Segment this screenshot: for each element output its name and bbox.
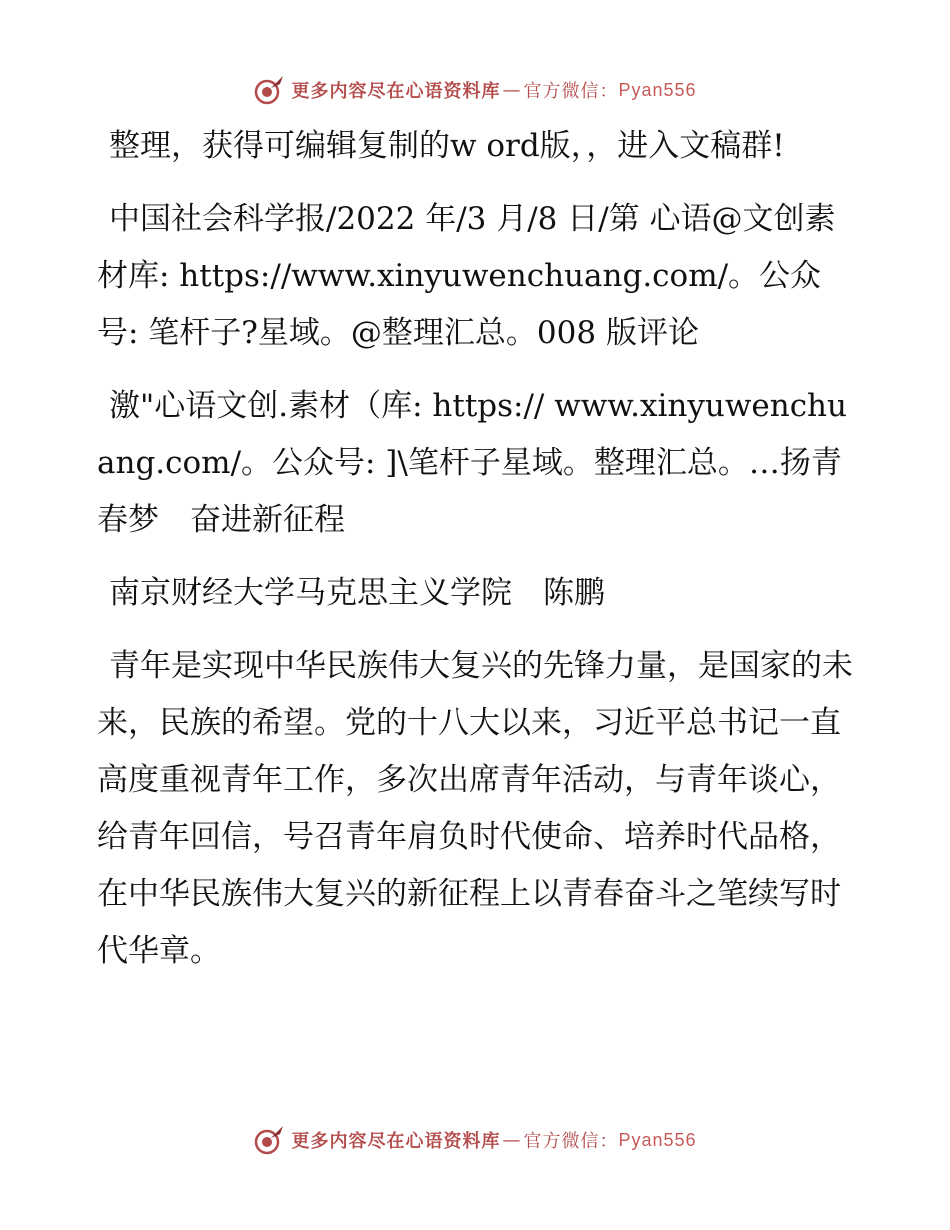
paragraph-intro: 整理，获得可编辑复制的w ord版，，进入文稿群! bbox=[109, 128, 785, 164]
paragraph-source: 中国社会科学报/2022 年/3 月/8 日/第 心语@文创素材库: https://www.xinyuwenchuang.com/。公众号: 笔杆子?星域。@整理汇总。008 版评论 bbox=[97, 201, 836, 351]
watermark-wechat-id: Pyan556 bbox=[618, 1129, 697, 1150]
quill-seal-icon bbox=[253, 1124, 285, 1156]
paragraph-author: 南京财经大学马克思主义学院 陈鹏 bbox=[109, 575, 605, 611]
watermark-wechat-label: 官方微信： bbox=[523, 81, 619, 102]
header-watermark bbox=[0, 70, 950, 110]
watermark-wechat-label: 官方微信： bbox=[523, 1131, 619, 1152]
watermark-main-text: 更多内容尽在心语资料库 bbox=[291, 81, 501, 102]
document-body bbox=[97, 118, 857, 996]
watermark-separator: — bbox=[502, 1129, 522, 1151]
watermark-wechat-id: Pyan556 bbox=[618, 79, 697, 100]
paragraph-body: 青年是实现中华民族伟大复兴的先锋力量，是国家的未来，民族的希望。党的十八大以来，习近平总书记一直高度重视青年工作，多次出席青年活动，与青年谈心，给青年回信，号召青年肩负时代使命、培养时代品格，在中华民族伟大复兴的新征程上以青春奋斗之笔续写时代华章。 bbox=[97, 648, 853, 969]
paragraph-title: 激"心语文创.素材（库: https:// www.xinyuwenchuang.com/。公众号: ]\笔杆子星域。整理汇总。…扬青春梦 奋进新征程 bbox=[97, 388, 847, 538]
quill-seal-icon bbox=[253, 74, 285, 106]
watermark-main-text: 更多内容尽在心语资料库 bbox=[291, 1131, 501, 1152]
watermark-separator: — bbox=[502, 79, 522, 101]
footer-watermark bbox=[0, 1120, 950, 1160]
